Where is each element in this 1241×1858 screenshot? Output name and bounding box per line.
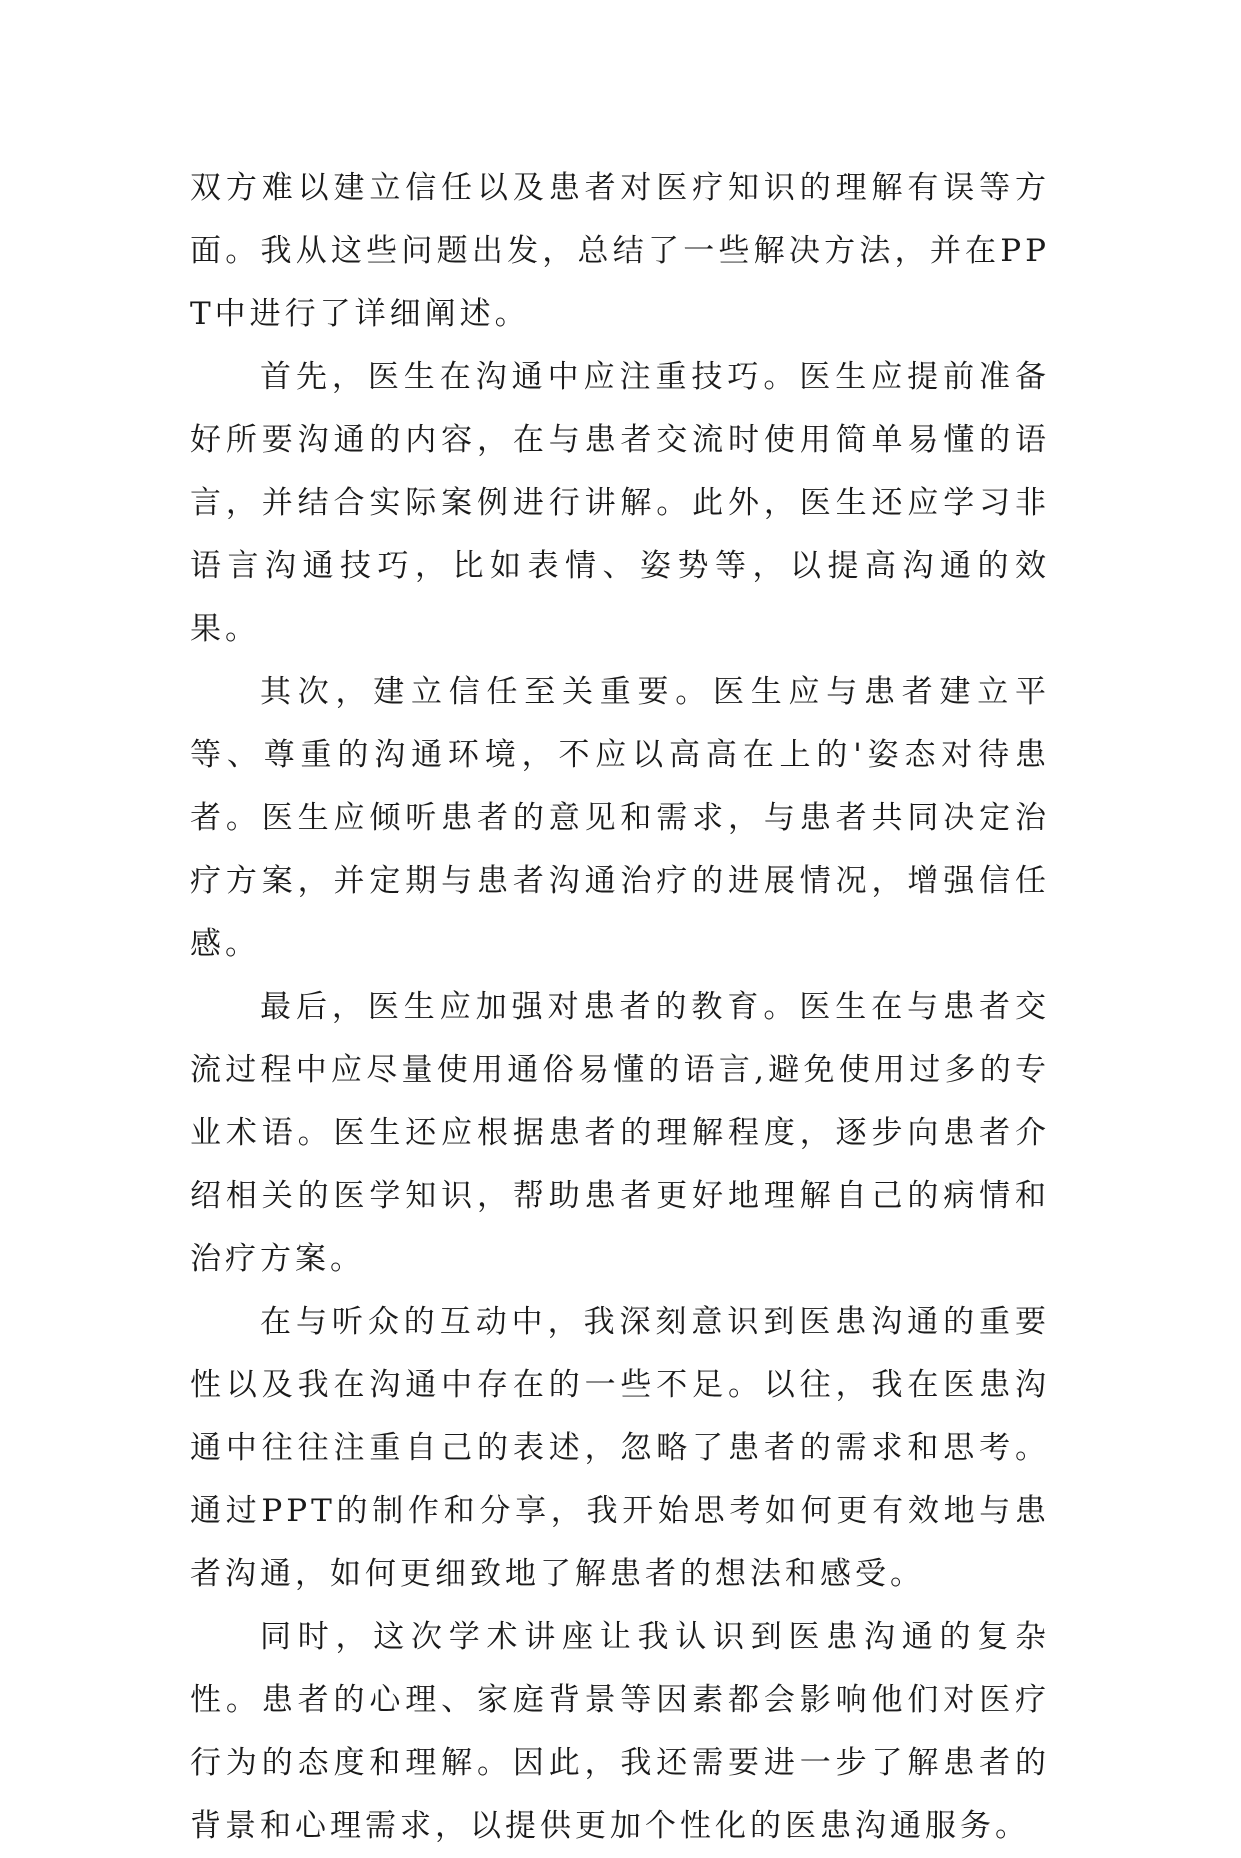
paragraph-1: 双方难以建立信任以及患者对医疗知识的理解有误等方面。我从这些问题出发，总结了一些解决方法，并在PPT中进行了详细阐述。	[190, 170, 1050, 332]
paragraph-4: 最后，医生应加强对患者的教育。医生在与患者交流过程中应尽量使用通俗易懂的语言,避免使用过多的专业术语。医生还应根据患者的理解程度，逐步向患者介绍相关的医学知识，帮助患者更好地理解自己的病情和治疗方案。	[190, 989, 1050, 1277]
document-body	[190, 157, 1050, 1858]
paragraph-3: 其次，建立信任至关重要。医生应与患者建立平等、尊重的沟通环境，不应以高高在上的'姿态对待患者。医生应倾听患者的意见和需求，与患者共同决定治疗方案，并定期与患者沟通治疗的进展情况，增强信任感。	[190, 674, 1050, 962]
paragraph-5: 在与听众的互动中，我深刻意识到医患沟通的重要性以及我在沟通中存在的一些不足。以往，我在医患沟通中往往注重自己的表述，忽略了患者的需求和思考。通过PPT的制作和分享，我开始思考如何更有效地与患者沟通，如何更细致地了解患者的想法和感受。	[190, 1304, 1050, 1592]
paragraph-2: 首先，医生在沟通中应注重技巧。医生应提前准备好所要沟通的内容，在与患者交流时使用简单易懂的语言，并结合实际案例进行讲解。此外，医生还应学习非语言沟通技巧，比如表情、姿势等，以提高沟通的效果。	[190, 359, 1050, 647]
paragraph-6: 同时，这次学术讲座让我认识到医患沟通的复杂性。患者的心理、家庭背景等因素都会影响他们对医疗行为的态度和理解。因此，我还需要进一步了解患者的背景和心理需求，以提供更加个性化的医患沟通服务。	[190, 1619, 1050, 1844]
